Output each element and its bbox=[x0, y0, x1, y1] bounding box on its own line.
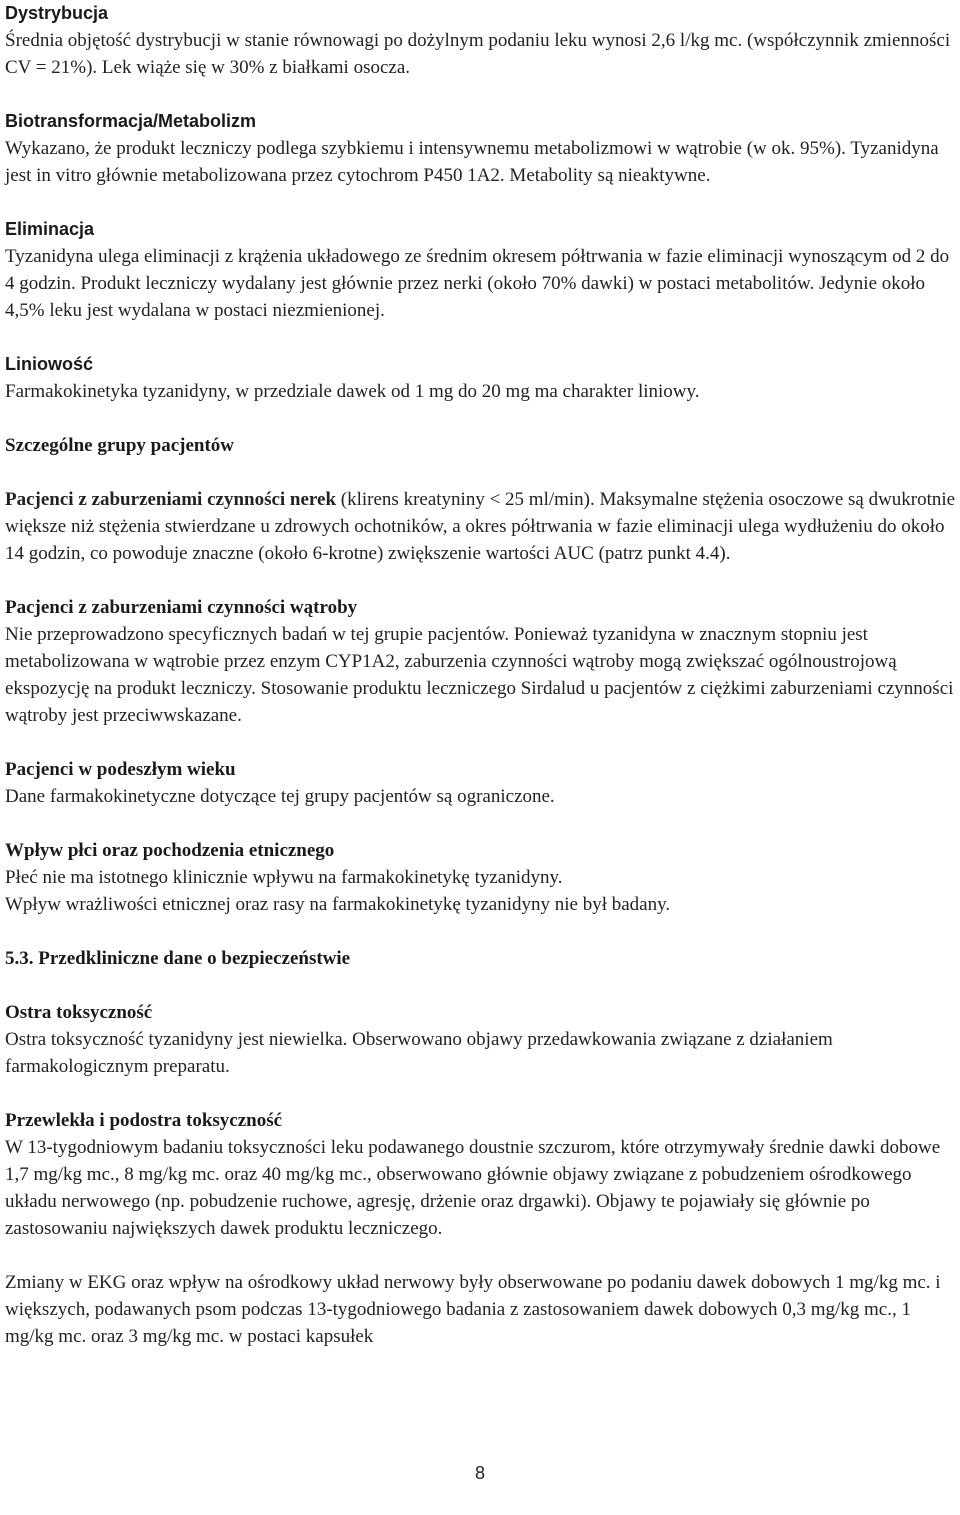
section-ekg bbox=[5, 1269, 957, 1350]
text-plec-1: Płeć nie ma istotnego klinicznie wpływu na farmakokinetykę tyzanidyny. bbox=[5, 867, 563, 888]
heading-liniowosc: Liniowość bbox=[5, 354, 94, 374]
section-szczegolne-grupy bbox=[5, 432, 957, 459]
section-watroba bbox=[5, 594, 957, 729]
heading-szczegolne-grupy: Szczególne grupy pacjentów bbox=[5, 435, 235, 456]
heading-biotransformacja: Biotransformacja/Metabolizm bbox=[5, 111, 257, 131]
text-ekg: Zmiany w EKG oraz wpływ na ośrodkowy układ nerwowy były obserwowane po podaniu dawek dobowych 1 mg/kg mc. i większych, podawanych psom podczas 13-tygodniowego badania z zastosowaniem dawek dobowych 0,3 mg/kg mc., 1 mg/kg mc. oraz 3 mg/kg mc. w postaci kapsułek bbox=[5, 1272, 941, 1347]
section-liniowosc bbox=[5, 351, 957, 405]
text-plec-2: Wpływ wrażliwości etnicznej oraz rasy na farmakokinetykę tyzanidyny nie był badany. bbox=[5, 894, 671, 915]
heading-ostra-toksycznosc: Ostra toksyczność bbox=[5, 1002, 153, 1023]
document-page bbox=[5, 0, 957, 1350]
heading-przedkliniczne: 5.3. Przedkliniczne dane o bezpieczeństwie bbox=[5, 948, 351, 969]
heading-eliminacja: Eliminacja bbox=[5, 219, 95, 239]
text-biotransformacja: Wykazano, że produkt leczniczy podlega szybkiemu i intensywnemu metabolizmowi w wątrobie (w ok. 95%). Tyzanidyna jest in vitro głównie metabolizowana przez cytochrom P450 1A2. Metabolity są nieaktywne. bbox=[5, 138, 939, 186]
text-eliminacja: Tyzanidyna ulega eliminacji z krążenia układowego ze średnim okresem półtrwania w fazie eliminacji wynoszącym od 2 do 4 godzin. Produkt leczniczy wydalany jest głównie przez nerki (około 70% dawki) w postaci metabolitów. Jedynie około 4,5% leku jest wydalana w postaci niezmienionej. bbox=[5, 246, 950, 321]
section-przewlekla-toksycznosc bbox=[5, 1107, 957, 1242]
text-watroba: Nie przeprowadzono specyficznych badań w tej grupie pacjentów. Ponieważ tyzanidyna w znacznym stopniu jest metabolizowana w wątrobie przez enzym CYP1A2, zaburzenia czynności wątroby mogą zwiększać ogólnoustrojową ekspozycję na produkt leczniczy. Stosowanie produktu leczniczego Sirdalud u pacjentów z ciężkimi zaburzeniami czynności wątroby jest przeciwwskazane. bbox=[5, 624, 954, 726]
paragraph-nerki bbox=[5, 486, 957, 567]
text-dystrybucja: Średnia objętość dystrybucji w stanie równowagi po dożylnym podaniu leku wynosi 2,6 l/kg mc. (współczynnik zmienności CV = 21%). Lek wiąże się w 30% z białkami osocza. bbox=[5, 30, 951, 78]
section-plec bbox=[5, 837, 957, 918]
text-wiek: Dane farmakokinetyczne dotyczące tej grupy pacjentów są ograniczone. bbox=[5, 786, 555, 807]
section-ostra-toksycznosc bbox=[5, 999, 957, 1080]
text-nerki: (klirens kreatyniny < 25 ml/min). Maksymalne stężenia osoczowe są dwukrotnie większe niż stężenia stwierdzane u zdrowych ochotników, a okres półtrwania w fazie eliminacji ulega wydłużeniu do około 14 godzin, co powoduje znaczne (około 6-krotne) zwiększenie wartości AUC (patrz punkt 4.4). bbox=[5, 489, 956, 564]
heading-nerki: Pacjenci z zaburzeniami czynności nerek bbox=[5, 489, 337, 510]
section-biotransformacja bbox=[5, 108, 957, 189]
heading-plec: Wpływ płci oraz pochodzenia etnicznego bbox=[5, 840, 335, 861]
heading-watroba: Pacjenci z zaburzeniami czynności wątroby bbox=[5, 597, 358, 618]
text-liniowosc: Farmakokinetyka tyzanidyny, w przedziale dawek od 1 mg do 20 mg ma charakter liniowy. bbox=[5, 381, 700, 402]
page-number: 8 bbox=[474, 1463, 485, 1483]
section-dystrybucja bbox=[5, 0, 957, 81]
text-ostra-toksycznosc: Ostra toksyczność tyzanidyny jest niewielka. Obserwowano objawy przedawkowania związane z działaniem farmakologicznym preparatu. bbox=[5, 1029, 833, 1077]
section-przedkliniczne bbox=[5, 945, 957, 972]
heading-dystrybucja: Dystrybucja bbox=[5, 3, 109, 23]
section-wiek bbox=[5, 756, 957, 810]
section-nerki bbox=[5, 486, 957, 567]
heading-przewlekla-toksycznosc: Przewlekła i podostra toksyczność bbox=[5, 1110, 283, 1131]
section-eliminacja bbox=[5, 216, 957, 324]
heading-wiek: Pacjenci w podeszłym wieku bbox=[5, 759, 236, 780]
text-przewlekla-toksycznosc: W 13-tygodniowym badaniu toksyczności leku podawanego doustnie szczurom, które otrzymywały średnie dawki dobowe 1,7 mg/kg mc., 8 mg/kg mc. oraz 40 mg/kg mc., obserwowano głównie objawy związane z pobudzeniem ośrodkowego układu nerwowego (np. pobudzenie ruchowe, agresję, drżenie oraz drgawki). Objawy te pojawiały się głównie po zastosowaniu największych dawek produktu leczniczego. bbox=[5, 1137, 941, 1239]
